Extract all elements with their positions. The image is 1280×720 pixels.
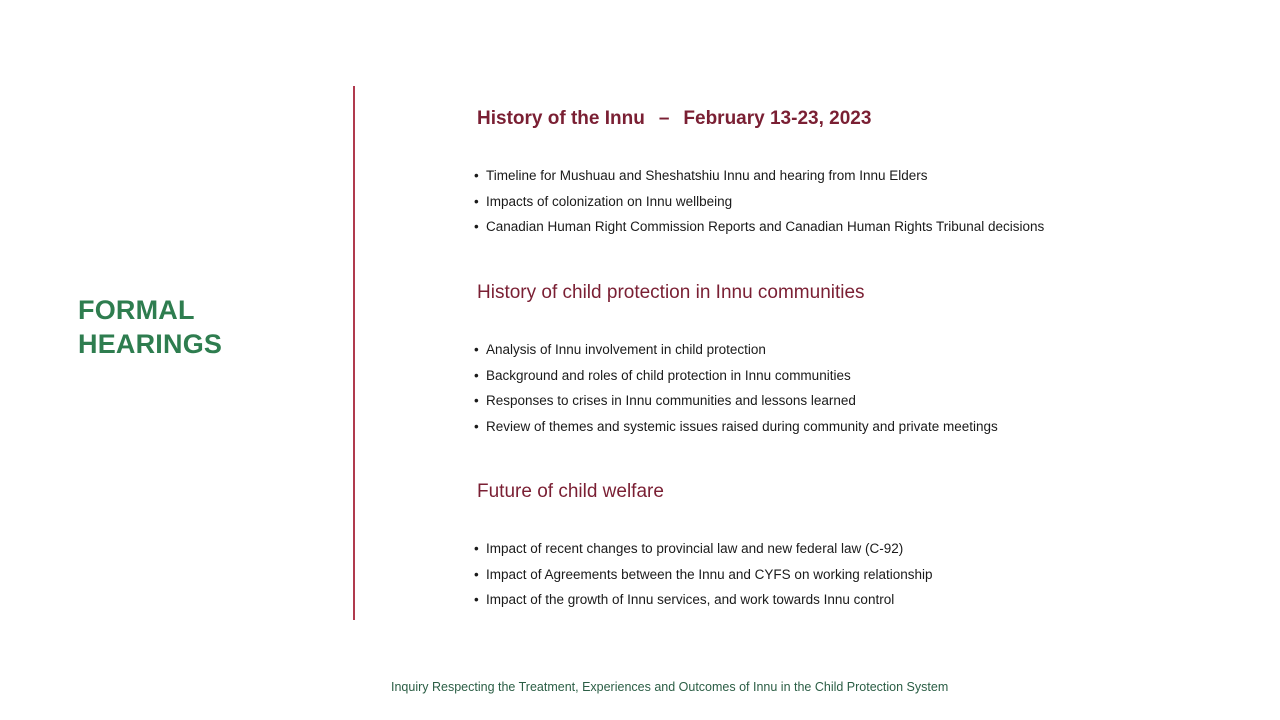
section-heading: Future of child welfare [477, 481, 664, 502]
heading-dash: – [658, 108, 670, 129]
section-future-of-child-welfare [474, 480, 1194, 613]
section-heading-date: February 13-23, 2023 [683, 108, 872, 129]
list-item: • Impact of the growth of Innu services, and work towards Innu control [474, 587, 1194, 613]
bullet-list [474, 163, 1194, 240]
vertical-divider [353, 86, 355, 620]
list-item: • Responses to crises in Innu communities and lessons learned [474, 388, 1194, 414]
list-item: • Analysis of Innu involvement in child protection [474, 337, 1194, 363]
section-history-of-innu [474, 107, 1194, 240]
slide-title-line-2: HEARINGS [78, 329, 223, 359]
list-item: • Canadian Human Right Commission Reports and Canadian Human Rights Tribunal decisions [474, 214, 1194, 240]
list-item: • Impact of recent changes to provincial law and new federal law (C-92) [474, 536, 1194, 562]
section-heading: History of child protection in Innu communities [477, 282, 865, 303]
section-history-of-child-protection [474, 281, 1194, 439]
list-item: • Impacts of colonization on Innu wellbeing [474, 189, 1194, 215]
list-item: • Timeline for Mushuau and Sheshatshiu Innu and hearing from Innu Elders [474, 163, 1194, 189]
bullet-list [474, 337, 1194, 439]
section-heading [477, 107, 1194, 131]
footer-text: Inquiry Respecting the Treatment, Experiences and Outcomes of Innu in the Child Protection System [391, 680, 949, 694]
list-item: • Review of themes and systemic issues raised during community and private meetings [474, 414, 1194, 440]
bullet-list [474, 536, 1194, 613]
slide-title [78, 293, 318, 361]
list-item: • Background and roles of child protection in Innu communities [474, 363, 1194, 389]
slide-title-line-1: FORMAL [78, 295, 195, 325]
list-item: • Impact of Agreements between the Innu and CYFS on working relationship [474, 562, 1194, 588]
section-heading-text: History of the Innu [477, 108, 645, 129]
